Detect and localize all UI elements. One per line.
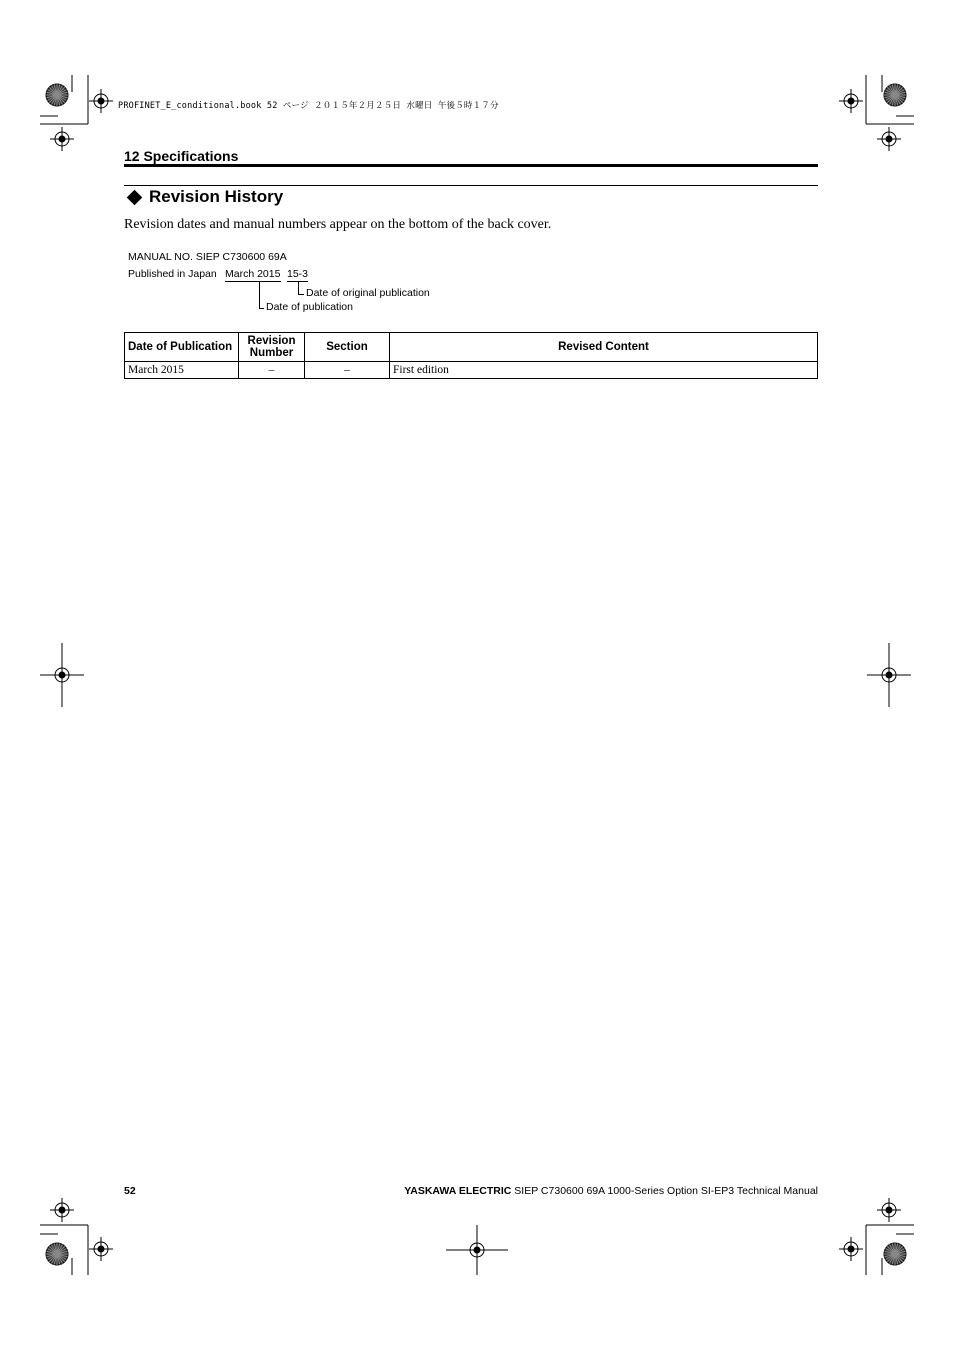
publication-date-text: March 2015 (225, 268, 281, 280)
cell-section: – (305, 362, 390, 379)
date-underline (225, 281, 281, 282)
header-revision-number: Revision Number (239, 333, 305, 362)
date-leader-line (259, 282, 260, 308)
footer-doc: SIEP C730600 69A 1000-Series Option SI-EP3 Technical Manual (511, 1185, 818, 1197)
header-section: Section (305, 333, 390, 362)
footer-manual-title (404, 1185, 818, 1197)
cell-revision-number: – (239, 362, 305, 379)
crosshair-dot (886, 136, 892, 142)
code-leader-line (298, 282, 299, 294)
label-date-of-publication: Date of publication (266, 301, 353, 313)
footer-page-number: 52 (124, 1185, 136, 1197)
crosshair-dot (848, 98, 854, 104)
crosshair-dot (59, 136, 65, 142)
code-leader-tick (298, 294, 304, 295)
table-header-row (125, 333, 818, 362)
cell-date: March 2015 (125, 362, 239, 379)
published-text: Published in Japan (128, 268, 217, 280)
revision-table (124, 332, 818, 379)
heading-rule (124, 185, 818, 186)
manual-no-text: MANUAL NO. SIEP C730600 69A (128, 251, 287, 263)
intro-paragraph: Revision dates and manual numbers appear on the bottom of the back cover. (124, 217, 552, 232)
date-leader-tick (259, 308, 264, 309)
cell-revised-content: First edition (390, 362, 818, 379)
table-row (125, 362, 818, 379)
crosshair-dot (59, 1207, 65, 1213)
header-date-of-publication: Date of Publication (125, 333, 239, 362)
footer-brand: YASKAWA ELECTRIC (404, 1185, 512, 1197)
printer-slug-line: PROFINET_E_conditional.book 52 ページ ２０１５年２月２５日 水曜日 午後５時１７分 (118, 101, 499, 111)
revision-history-heading (126, 187, 283, 207)
crosshair-dot (98, 1246, 104, 1252)
crosshair-dot (848, 1246, 854, 1252)
crosshair-dot (886, 1207, 892, 1213)
header-revised-content: Revised Content (390, 333, 818, 362)
heading-text: Revision History (149, 187, 284, 206)
publication-code-text: 15-3 (287, 268, 309, 280)
crosshair-dot (98, 98, 104, 104)
section-title: 12 Specifications (124, 148, 239, 164)
diamond-bullet-icon (127, 189, 143, 205)
section-rule (124, 164, 818, 167)
label-original-publication: Date of original publication (306, 287, 430, 299)
